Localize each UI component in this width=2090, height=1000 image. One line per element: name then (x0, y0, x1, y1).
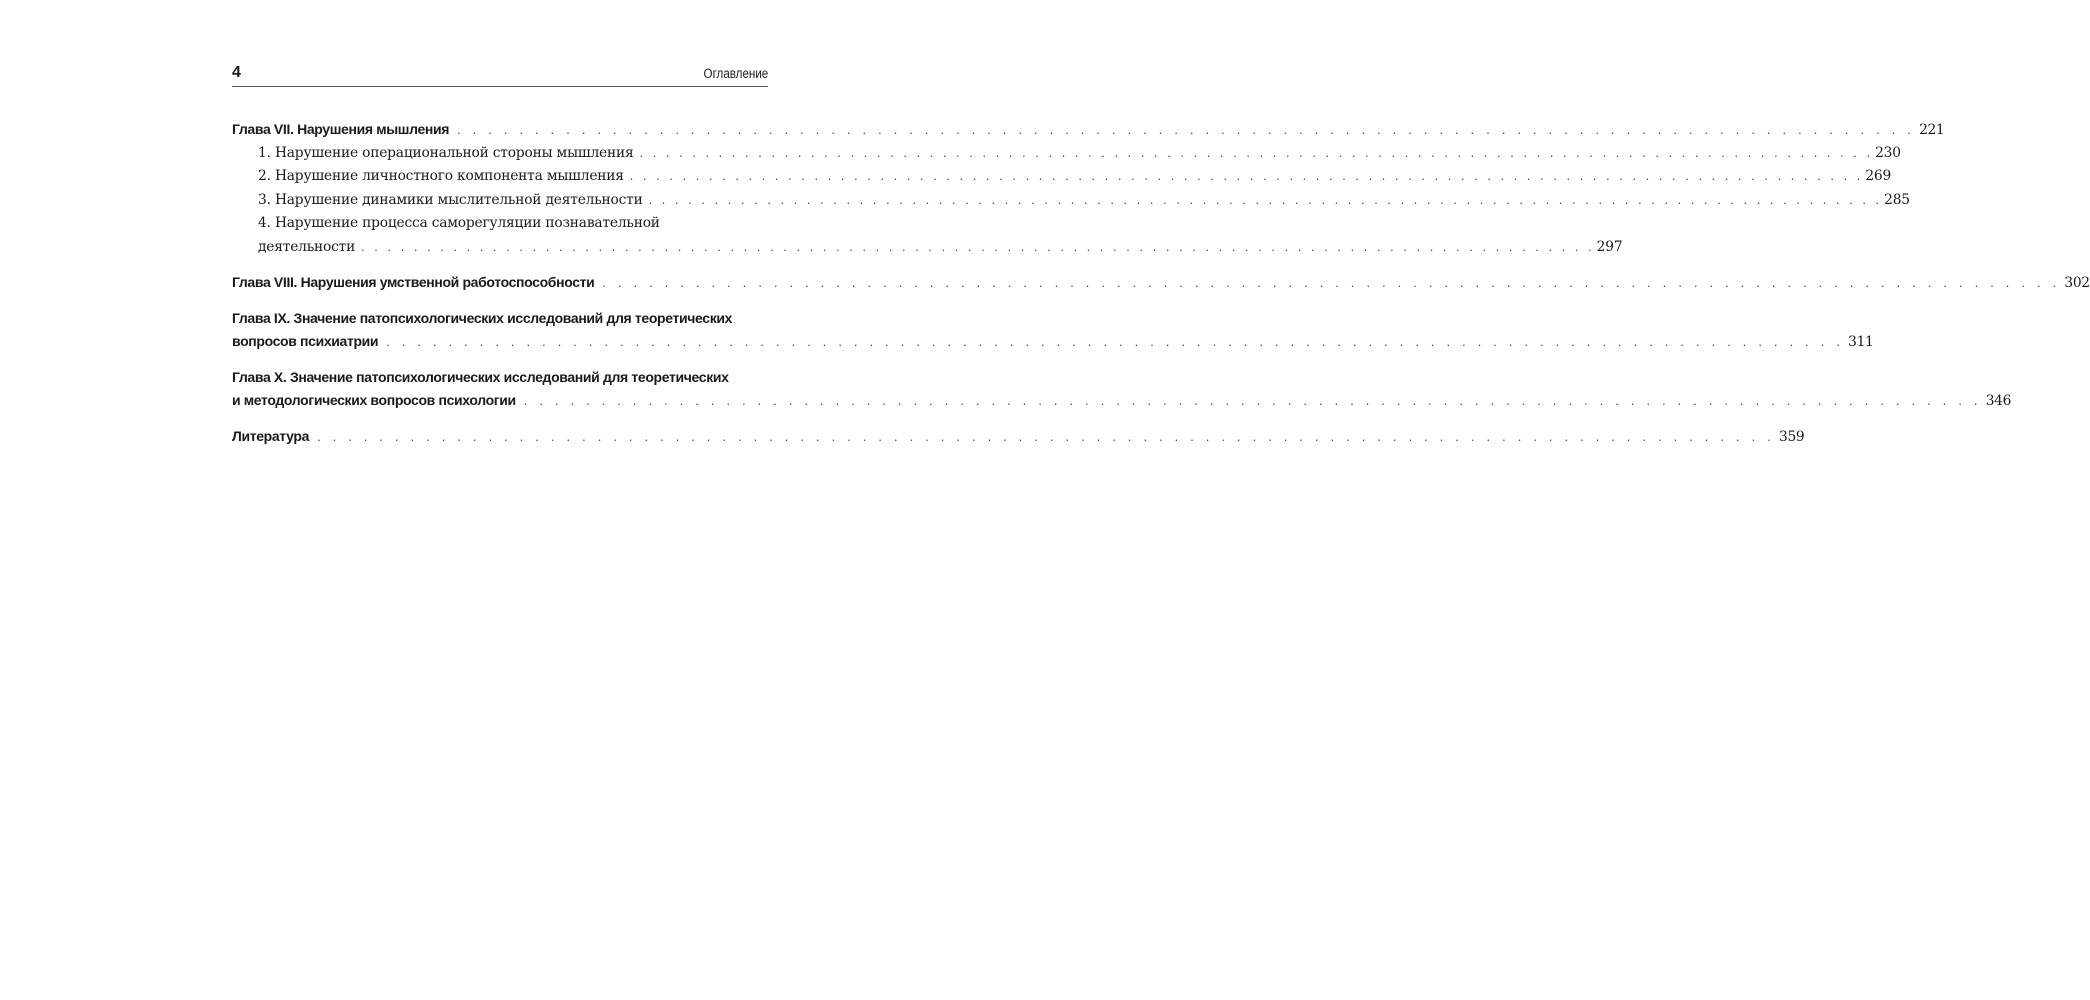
table-of-contents (232, 118, 2090, 448)
toc-entry-title: Глава VIII. Нарушения умственной работоспособности (232, 274, 595, 290)
toc-entry-section-7-4[interactable] (232, 212, 1623, 259)
dot-leader: . . . . . . . . . . . . . . . . . . . . . . . . . . . . . . . . . . . . . . . . . . . . . . . . . . . . . . . . . . . . . . . . . . . . . . . . . . . . . . . . . . . . . . . . . . . . . . (639, 146, 1874, 160)
toc-entry-title: Глава IX. Значение патопсихологических исследований для теоретических (232, 309, 733, 326)
toc-entry-section-7-3[interactable] (232, 189, 1910, 213)
dot-leader: . . . . . . . . . . . . . . . . . . . . . . . . . . . . . . . . . . . . . . . . . . . . . . . . . . . . . . . . . . . . . . . . . . . . . . . . . . . . . . . . . . . . . . . . . . . . . . (361, 240, 1595, 254)
toc-entry-line (232, 366, 768, 390)
toc-entry-page: 269 (1865, 168, 1892, 184)
toc-entry-section-7-1[interactable] (232, 142, 1901, 166)
dot-leader: . . . . . . . . . . . . . . . . . . . . . . . . . . . . . . . . . . . . . . . . . . . . . . . . . . . . . . . . . . . . . . . . . . . . . . . . . . . . . . . . . . . . . . . . . . . . . . (457, 124, 1916, 137)
toc-entry-page: 230 (1875, 144, 1901, 161)
toc-entry-title: 4. Нарушение процесса саморегуляции познавательной (258, 215, 660, 231)
toc-entry-page: 346 (1985, 393, 2012, 409)
dot-leader: . . . . . . . . . . . . . . . . . . . . . . . . . . . . . . . . . . . . . . . . . . . . . . . . . . . . . . . . . . . . . . . . . . . . . . . . . . . . . . . . . . . . . . . . . . . . . . (523, 395, 1982, 408)
toc-entry-chapter-9[interactable] (232, 307, 1874, 354)
running-title: Оглавление (703, 66, 768, 81)
toc-entry-title: 3. Нарушение динамики мыслительной деятельности (258, 191, 643, 208)
dot-leader: . . . . . . . . . . . . . . . . . . . . . . . . . . . . . . . . . . . . . . . . . . . . . . . . . . . . . . . . . . . . . . . . . . . . . . . . . . . . . . . . . . . . . . . . . . . . . . (629, 170, 1864, 183)
toc-entry-literature[interactable] (232, 425, 1805, 449)
toc-entry-title: Глава VII. Нарушения мышления (232, 121, 450, 137)
toc-entry-page: 221 (1919, 122, 1945, 138)
toc-entry-line (232, 307, 768, 331)
toc-entry-page: 311 (1848, 334, 1874, 350)
toc-entry-title-continued: деятельности (258, 238, 356, 255)
toc-entry-title: Литература (232, 427, 310, 444)
toc-entry-page: 302 (2064, 275, 2090, 291)
toc-entry-title-continued: и методологических вопросов психологии (232, 392, 516, 408)
toc-entry-title: Глава X. Значение патопсихологических исследований для теоретических (232, 368, 729, 385)
dot-leader: . . . . . . . . . . . . . . . . . . . . . . . . . . . . . . . . . . . . . . . . . . . . . . . . . . . . . . . . . . . . . . . . . . . . . . . . . . . . . . . . . . . . . . . . . . . . . . (386, 336, 1845, 349)
toc-entry-line (232, 330, 1874, 354)
toc-entry-title: 2. Нарушение личностного компонента мышления (258, 168, 624, 184)
toc-entry-line (232, 236, 1623, 260)
toc-entry-section-7-2[interactable] (232, 165, 1892, 189)
page-header (232, 62, 768, 87)
toc-entry-chapter-10[interactable] (232, 366, 2012, 413)
page-number: 4 (232, 64, 241, 81)
toc-entry-line (232, 389, 2012, 413)
dot-leader: . . . . . . . . . . . . . . . . . . . . . . . . . . . . . . . . . . . . . . . . . . . . . . . . . . . . . . . . . . . . . . . . . . . . . . . . . . . . . . . . . . . . . . . . . . . . . . (602, 277, 2061, 290)
toc-entry-page: 359 (1779, 428, 1805, 445)
toc-entry-chapter-7[interactable] (232, 118, 1945, 142)
toc-entry-page: 297 (1596, 238, 1623, 255)
toc-entry-line (232, 212, 768, 236)
dot-leader: . . . . . . . . . . . . . . . . . . . . . . . . . . . . . . . . . . . . . . . . . . . . . . . . . . . . . . . . . . . . . . . . . . . . . . . . . . . . . . . . . . . . . . . . . . . . . . (317, 430, 1776, 444)
toc-entry-title: 1. Нарушение операциональной стороны мышления (258, 144, 634, 161)
dot-leader: . . . . . . . . . . . . . . . . . . . . . . . . . . . . . . . . . . . . . . . . . . . . . . . . . . . . . . . . . . . . . . . . . . . . . . . . . . . . . . . . . . . . . . . . . . . . . . (648, 193, 1883, 207)
toc-entry-title-continued: вопросов психиатрии (232, 333, 379, 349)
toc-entry-page: 285 (1884, 191, 1910, 208)
toc-entry-chapter-8[interactable] (232, 271, 2090, 295)
